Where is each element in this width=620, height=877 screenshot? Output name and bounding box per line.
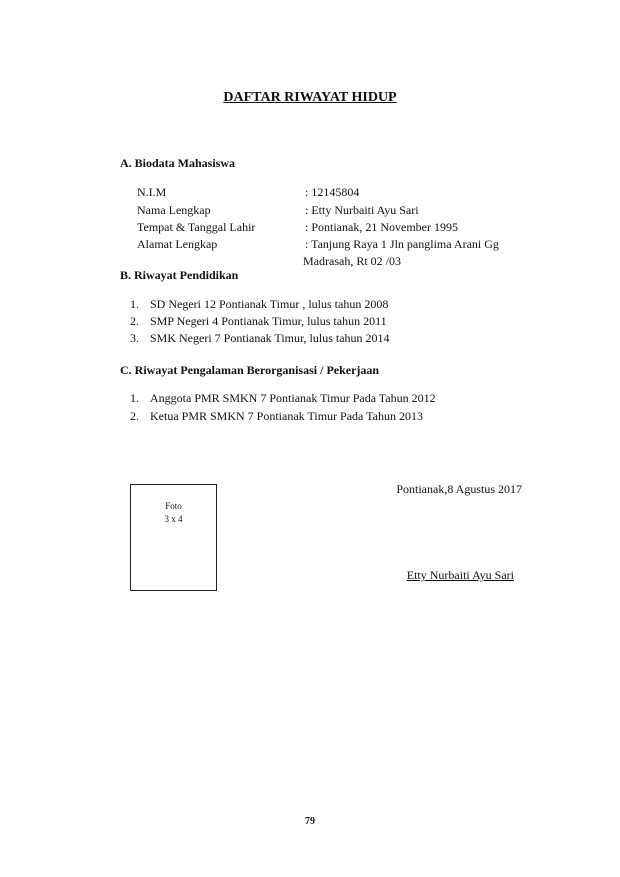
experience-item-num: 1. [130, 391, 139, 405]
biodata-address-continuation: Madrasah, Rt 02 /03 [303, 254, 401, 268]
photo-label: Foto [165, 501, 182, 511]
biodata-value-nim: : 12145804 [305, 185, 360, 199]
experience-item-text: Anggota PMR SMKN 7 Pontianak Timur Pada Tahun 2012 [150, 391, 436, 405]
biodata-heading: A. Biodata Mahasiswa [120, 156, 236, 170]
education-item-text: SD Negeri 12 Pontianak Timur , lulus tahun 2008 [150, 297, 389, 311]
education-item-text: SMP Negeri 4 Pontianak Timur, lulus tahun 2011 [150, 314, 387, 328]
biodata-value-address: : Tanjung Raya 1 Jln panglima Arani Gg [305, 237, 499, 251]
education-item-num: 3. [130, 331, 139, 345]
signer-name: Etty Nurbaiti Ayu Sari [406, 568, 514, 582]
education-item-text: SMK Negeri 7 Pontianak Timur, lulus tahun 2014 [150, 331, 390, 345]
photo-placeholder [130, 484, 217, 591]
education-heading: B. Riwayat Pendidikan [120, 268, 239, 282]
biodata-label-name: Nama Lengkap [137, 203, 211, 217]
biodata-value-name: : Etty Nurbaiti Ayu Sari [305, 203, 419, 217]
biodata-label-address: Alamat Lengkap [137, 237, 218, 251]
biodata-value-birth: : Pontianak, 21 November 1995 [305, 220, 458, 234]
experience-heading: C. Riwayat Pengalaman Berorganisasi / Pekerjaan [120, 363, 380, 377]
photo-size-label: 3 x 4 [164, 514, 183, 524]
place-date: Pontianak,8 Agustus 2017 [396, 482, 522, 496]
biodata-label-nim: N.I.M [137, 185, 167, 199]
education-item-num: 2. [130, 314, 139, 328]
education-item-num: 1. [130, 297, 139, 311]
experience-item-num: 2. [130, 409, 139, 423]
biodata-label-birth: Tempat & Tanggal Lahir [137, 220, 256, 234]
page-title: DAFTAR RIWAYAT HIDUP [223, 90, 397, 105]
page-number: 79 [305, 816, 315, 827]
experience-item-text: Ketua PMR SMKN 7 Pontianak Timur Pada Tahun 2013 [150, 409, 423, 423]
